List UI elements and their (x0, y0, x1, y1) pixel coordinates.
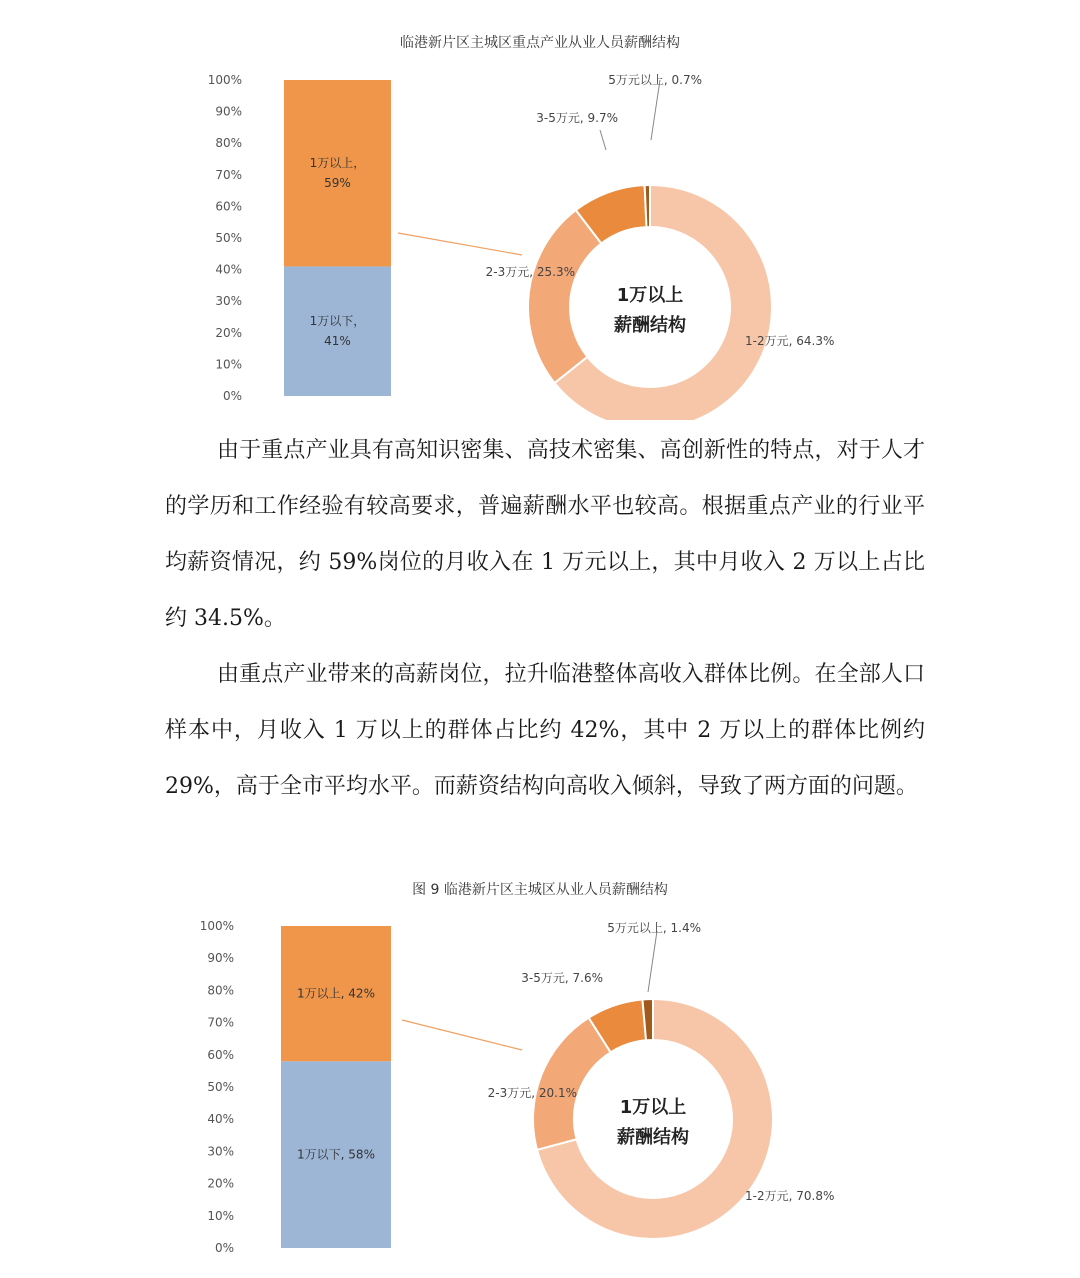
donut-data-label: 5万元以上, 0.7% (608, 73, 702, 87)
y-tick-label: 0% (214, 1241, 234, 1255)
donut-center-label: 1万以上 (616, 285, 684, 306)
bar-data-label: 1万以上， (309, 156, 366, 171)
chart1-svg (0, 50, 1080, 420)
y-tick-label: 20% (215, 325, 242, 340)
y-tick-label: 0% (222, 389, 242, 403)
y-tick-label: 30% (207, 1144, 234, 1159)
donut-data-label: 1-2万元, 64.3% (745, 334, 835, 348)
donut-slice (645, 185, 650, 227)
bar-data-label: 1万以上, 42% (297, 986, 375, 1001)
y-tick-label: 100% (207, 73, 242, 87)
y-tick-label: 80% (215, 136, 242, 151)
donut-leader-line (600, 130, 606, 150)
body-paragraph-2 (165, 647, 925, 815)
donut-center-label: 薪酬结构 (617, 1127, 689, 1148)
y-tick-label: 90% (215, 104, 242, 119)
chart1-title: 临港新片区主城区重点产业从业人员薪酬结构 (400, 35, 680, 51)
donut-data-label: 2-3万元, 25.3% (485, 265, 575, 279)
bar-data-label: 59% (324, 176, 351, 191)
bar-data-label: 1万以下， (309, 314, 366, 329)
y-tick-label: 10% (207, 1208, 234, 1223)
donut-data-label: 5万元以上, 1.4% (607, 921, 701, 935)
donut-data-label: 1-2万元, 70.8% (745, 1189, 835, 1203)
paragraph-1-text: 由于重点产业具有高知识密集、高技术密集、高创新性的特点，对于人才的学历和工作经验有较高要求，普遍薪酬水平也较高。根据重点产业的行业平均薪资情况，约 59%岗位的月收入在 1 万元以上，其中月收入 2 万以上占比约 34.5%。 (165, 438, 925, 631)
y-tick-label: 60% (215, 199, 242, 214)
bar-data-label: 41% (324, 334, 351, 349)
bar-segment-above-1w (284, 80, 391, 266)
y-tick-label: 40% (215, 262, 242, 277)
y-tick-label: 50% (215, 231, 242, 245)
donut-data-label: 3-5万元, 7.6% (521, 971, 603, 985)
y-tick-label: 100% (199, 919, 234, 933)
donut-center-label: 薪酬结构 (614, 315, 686, 336)
bar-segment-below-1w (284, 266, 391, 396)
donut-leader-line (648, 931, 657, 992)
y-tick-label: 70% (215, 167, 242, 182)
paragraph-2-text: 由重点产业带来的高薪岗位，拉升临港整体高收入群体比例。在全部人口样本中，月收入 1 万以上的群体占比约 42%，其中 2 万以上的群体比例约 29%，高于全市平均水平。而薪资结构向高收入倾斜，导致了两方面的问题。 (165, 662, 925, 799)
donut-slice (528, 210, 601, 383)
y-tick-label: 40% (207, 1112, 234, 1127)
donut-center-label: 1万以上 (619, 1097, 687, 1118)
y-tick-label: 30% (215, 294, 242, 309)
y-tick-label: 80% (207, 983, 234, 998)
connector-line (398, 233, 522, 255)
y-tick-label: 20% (207, 1176, 234, 1191)
y-tick-label: 90% (207, 951, 234, 966)
y-tick-label: 60% (207, 1047, 234, 1062)
connector-line (402, 1020, 522, 1050)
y-tick-label: 70% (207, 1015, 234, 1030)
body-paragraph-1 (165, 423, 925, 647)
donut-data-label: 2-3万元, 20.1% (487, 1086, 577, 1100)
y-tick-label: 50% (207, 1080, 234, 1094)
donut-leader-line (651, 80, 660, 140)
donut-slice (533, 1018, 611, 1150)
chart2-title: 图 9 临港新片区主城区从业人员薪酬结构 (412, 882, 668, 898)
chart2-svg (0, 900, 1080, 1270)
bar-data-label: 1万以下, 58% (297, 1147, 375, 1162)
donut-data-label: 3-5万元, 9.7% (536, 111, 618, 125)
y-tick-label: 10% (215, 357, 242, 372)
